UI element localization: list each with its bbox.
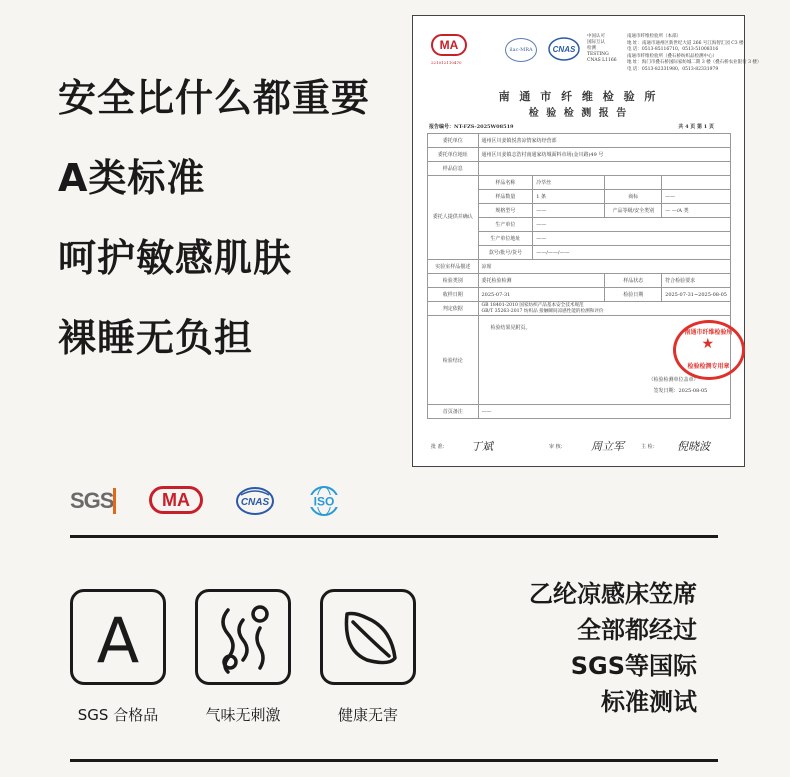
approver-signature: 丁斌 [471, 440, 493, 453]
headline-safety: 安全比什么都重要 [58, 76, 371, 120]
page-number: 共 4 页 第 1 页 [678, 124, 714, 130]
feature-label-odor: 气味无刺激 [205, 706, 281, 724]
table-row: 委托单位地址 通州区川姜镇志浩村南通家纺城面料市场(金川路)49 号 [428, 148, 731, 162]
reviewer-signature: 周立军 [591, 440, 624, 453]
svg-text:ISO: ISO [313, 494, 335, 509]
issue-date: 签发日期：2025-08-05 [653, 388, 708, 394]
table-row: 生产单位 —— [428, 218, 731, 232]
institution-name: 南 通 市 纤 维 检 验 所 [498, 90, 659, 103]
cnas-logo-small [547, 36, 581, 62]
svg-text:CNAS: CNAS [552, 45, 576, 54]
sgs-logo: SGS [70, 486, 118, 516]
accreditation-small-text: 中国认可 国际互认 检测 TESTING CNAS L1166 [587, 34, 617, 63]
table-row: 首页备注 —— [428, 405, 731, 419]
tester-signature: 倪晓波 [677, 440, 710, 453]
odor-free-icon [195, 589, 291, 685]
report-number: 报告编号：NT-FZS-2025W08519 [429, 124, 514, 130]
official-seal: 南通市纤维检验所 ★ 检验检测专用章 [673, 320, 745, 380]
divider-top [70, 535, 718, 538]
divider-bottom [70, 759, 718, 762]
test-report-certificate [412, 15, 762, 467]
seal-unit-note: （检验检测单位盖章） [648, 377, 699, 383]
right-text-line-2: 全部都经过 [577, 616, 697, 644]
report-title: 检 验 检 测 报 告 [528, 108, 629, 119]
ma-logo: MA [149, 486, 203, 514]
feature-label-sgs: SGS 合格品 [77, 706, 159, 724]
leaf-icon [320, 589, 416, 685]
table-row: 款号/批号/货号 ——/——/—— [428, 246, 731, 260]
ma-number: 221012110470 [431, 60, 462, 65]
svg-text:A: A [96, 604, 140, 677]
signature-row: 批 准： 丁斌 审 核： 周立军 主 检： 倪晓波 [431, 440, 710, 453]
table-row: 判定依据 GB 18401-2010 国家纺织产品基本安全技术规范 GB/T 35263-2017 纺织品 接触瞬间凉感性能的检测和评价 [428, 302, 731, 316]
institution-address: 南通市纤维检验所（本部） 地 址：南通市通州区新世纪大道 266 号江海智汇园 C3 楼 电 话：0513-85116710、0513-51008316 南通市纤维检验所（叠石桥纺织品检测中心） 地 址：海门市叠石桥国际家纺城二期 3 楼（叠石桥农业银行 3 楼） 电 话：0513-82331980、0513-82331979 [627, 34, 762, 72]
table-row: 委托人提供并确认 样品名称 冷萃丝 [428, 176, 731, 190]
table-row: 检验结论 检验结果见附页。 南通市纤维检验所 ★ 检验检测专用章 （检验检测单位盖章） 签发日期：2025-08-05 [428, 316, 731, 405]
table-row: 检验类别 委托检验检测 样品状态 符合检验要求 [428, 274, 731, 288]
star-icon: ★ [701, 336, 715, 352]
table-row: 实验室样品描述 凉席 [428, 260, 731, 274]
headline-sensitive-skin: 呵护敏感肌肤 [58, 236, 293, 280]
iso-logo [305, 486, 343, 516]
headline-naked-sleep: 裸睡无负担 [58, 316, 254, 360]
svg-text:CNAS: CNAS [240, 497, 270, 508]
report-table [427, 133, 731, 419]
right-text-line-4: 标准测试 [601, 688, 697, 716]
cnas-logo [235, 486, 275, 516]
right-text-line-1: 乙纶凉感床笠席 [529, 580, 697, 608]
feature-label-healthy: 健康无害 [337, 706, 398, 724]
table-row: 收样日期 2025-07-31 检验日期 2025-07-31~2025-08-05 [428, 288, 731, 302]
letter-a-icon [70, 589, 166, 685]
table-row: 样品数量 1 条 商标 —— [428, 190, 731, 204]
table-row: 生产单位地址 —— [428, 232, 731, 246]
headline-class-a: A类标准 [58, 156, 206, 200]
certificate-logos [431, 34, 762, 72]
ilac-mra-logo: ilac-MRA [505, 38, 537, 62]
table-row: 委托单位 通州区川姜镇悦善凉情家纺经营部 [428, 134, 731, 148]
table-row: 规格型号 —— 产品等级/安全类别 — —/A 类 [428, 204, 731, 218]
right-text-line-3: SGS等国际 [570, 652, 697, 680]
conclusion-text: 检验结果见附页。 [490, 325, 531, 331]
table-row: 样品信息 [428, 162, 731, 176]
ma-logo-small: MA [431, 34, 467, 56]
